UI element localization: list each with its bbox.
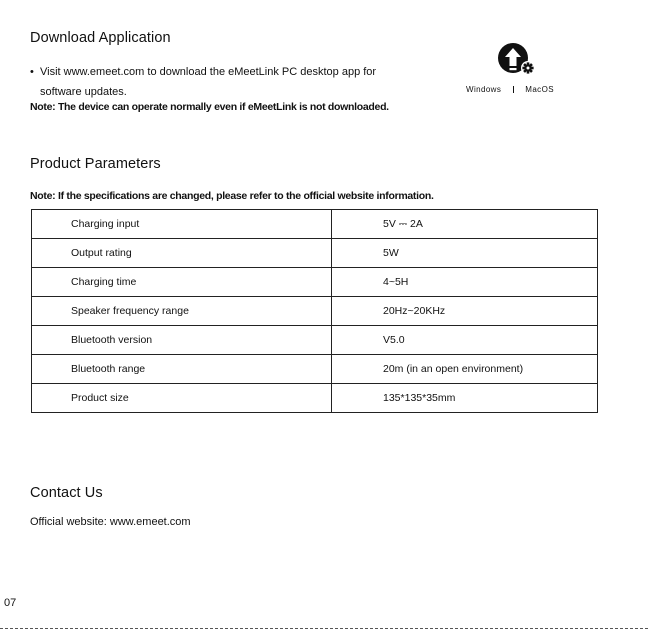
contact-title: Contact Us: [30, 485, 103, 501]
os-macos-label: MacOS: [525, 85, 554, 94]
table-row: [32, 210, 598, 239]
os-separator: [513, 86, 514, 93]
table-row: [32, 355, 598, 384]
params-note: Note: If the specifications are changed, please refer to the official website information.: [30, 190, 434, 202]
params-title: Product Parameters: [30, 156, 161, 172]
download-title: Download Application: [30, 30, 171, 46]
param-label: Bluetooth version: [32, 326, 332, 355]
download-text-line1: Visit www.emeet.com to download the eMeetLink PC desktop app for: [40, 66, 377, 78]
param-value: 20m (in an open environment): [332, 355, 598, 384]
param-label: Charging time: [32, 268, 332, 297]
os-windows-label: Windows: [466, 85, 502, 94]
param-label: Speaker frequency range: [32, 297, 332, 326]
param-label: Charging input: [32, 210, 332, 239]
bullet-icon: •: [30, 66, 34, 78]
upload-arrow-gear-icon: [497, 42, 537, 78]
download-note: Note: The device can operate normally even if eMeetLink is not downloaded.: [30, 101, 389, 113]
download-instructions: [30, 62, 430, 102]
table-row: [32, 297, 598, 326]
param-label: Output rating: [32, 239, 332, 268]
param-value: 4~5H: [332, 268, 598, 297]
page-bottom-rule: [0, 628, 648, 629]
param-label: Bluetooth range: [32, 355, 332, 384]
param-value: 5W: [332, 239, 598, 268]
os-labels: [466, 85, 554, 94]
download-text-line2: software updates.: [40, 86, 127, 98]
table-row: [32, 239, 598, 268]
param-value: V5.0: [332, 326, 598, 355]
table-row: [32, 384, 598, 413]
table-row: [32, 326, 598, 355]
params-table: [31, 209, 598, 413]
param-value: 20Hz~20KHz: [332, 297, 598, 326]
contact-website: Official website: www.emeet.com: [30, 516, 191, 528]
param-label: Product size: [32, 384, 332, 413]
param-value: 5V ⎓ 2A: [332, 210, 598, 239]
page-number: 07: [4, 597, 17, 609]
param-value: 135*135*35mm: [332, 384, 598, 413]
table-row: [32, 268, 598, 297]
